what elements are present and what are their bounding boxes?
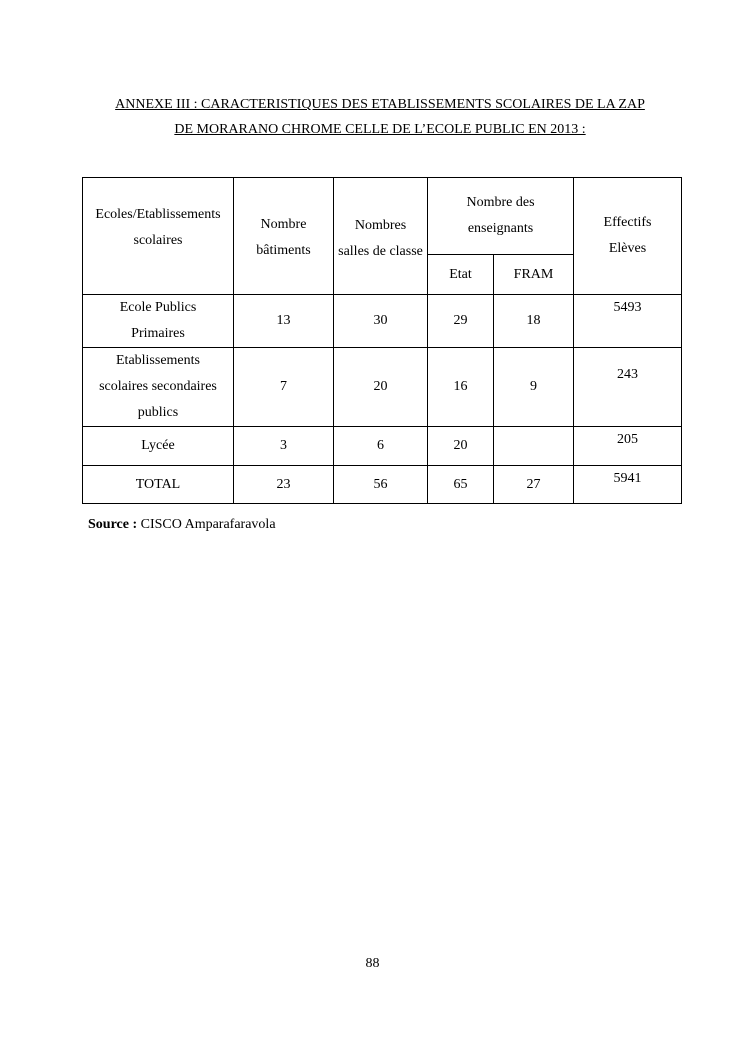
title-line-1: ANNEXE III : CARACTERISTIQUES DES ETABLISSEMENTS SCOLAIRES DE LA ZAP (115, 97, 645, 112)
cell-effectifs: 5941 (574, 466, 682, 504)
cell-salles: 20 (334, 348, 428, 427)
header-ecoles: Ecoles/Etablissements scolaires (83, 178, 234, 295)
source-label: Source : (88, 517, 138, 532)
page-number: 88 (365, 956, 380, 971)
schools-table (82, 177, 682, 504)
cell-salles: 56 (334, 466, 428, 504)
source-note (88, 517, 276, 533)
header-fram: FRAM (494, 255, 574, 295)
title-line-2: DE MORARANO CHROME CELLE DE L’ECOLE PUBLIC EN 2013 : (174, 122, 586, 137)
header-batiments: Nombre bâtiments (234, 178, 334, 295)
cell-batiments: 23 (234, 466, 334, 504)
table-header-row (83, 178, 682, 255)
cell-fram (494, 427, 574, 466)
header-effectifs: Effectifs Elèves (574, 178, 682, 295)
cell-fram: 18 (494, 295, 574, 348)
cell-name: TOTAL (83, 466, 234, 504)
cell-name: Etablissements scolaires secondaires publics (83, 348, 234, 427)
cell-batiments: 7 (234, 348, 334, 427)
cell-effectifs: 205 (574, 427, 682, 466)
cell-effectifs: 5493 (574, 295, 682, 348)
cell-salles: 30 (334, 295, 428, 348)
source-text: CISCO Amparafaravola (140, 517, 276, 532)
cell-effectifs: 243 (574, 348, 682, 427)
cell-batiments: 13 (234, 295, 334, 348)
cell-etat: 65 (428, 466, 494, 504)
table-row (83, 466, 682, 504)
table-row (83, 427, 682, 466)
cell-name: Ecole Publics Primaires (83, 295, 234, 348)
cell-etat: 20 (428, 427, 494, 466)
table-row (83, 348, 682, 427)
header-salles: Nombres salles de classe (334, 178, 428, 295)
cell-fram: 27 (494, 466, 574, 504)
table-row (83, 295, 682, 348)
cell-fram: 9 (494, 348, 574, 427)
header-etat: Etat (428, 255, 494, 295)
cell-etat: 16 (428, 348, 494, 427)
cell-salles: 6 (334, 427, 428, 466)
cell-batiments: 3 (234, 427, 334, 466)
cell-etat: 29 (428, 295, 494, 348)
header-enseignants-group: Nombre des enseignants (428, 178, 574, 255)
cell-name: Lycée (83, 427, 234, 466)
document-title (80, 92, 680, 142)
